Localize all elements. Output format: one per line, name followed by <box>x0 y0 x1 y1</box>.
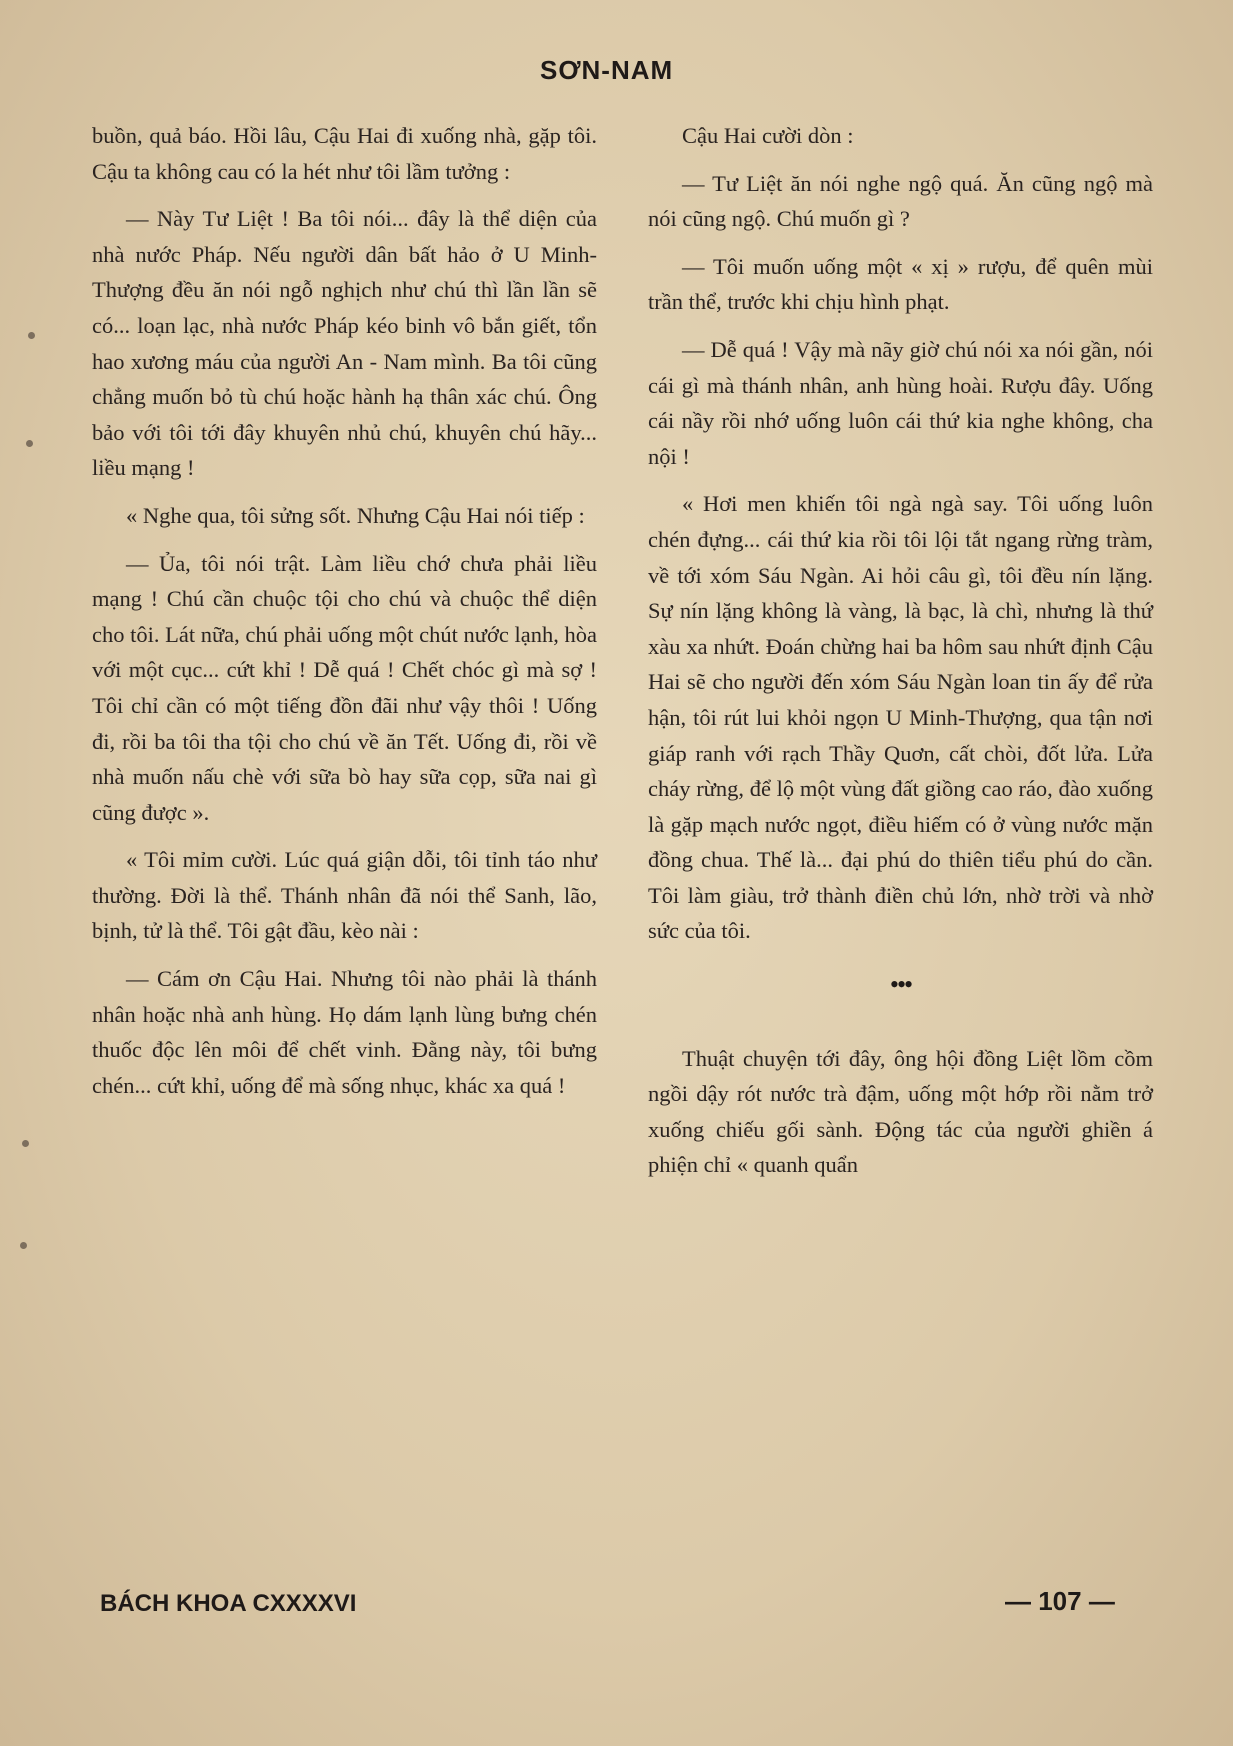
margin-mark <box>26 440 33 447</box>
running-header-author: SƠN-NAM <box>540 55 674 85</box>
paragraph: Thuật chuyện tới đây, ông hội đồng Liệt lồm cồm ngồi dậy rót nước trà đậm, uống một hớp rồi nằm trở xuống chiếu gối sành. Động tác của người ghiền á phiện chỉ « quanh quẩn <box>648 1045 1153 1178</box>
paragraph: « Nghe qua, tôi sửng sốt. Nhưng Cậu Hai nói tiếp : <box>126 502 585 528</box>
paragraph: — Này Tư Liệt ! Ba tôi nói... đây là thể diện của nhà nước Pháp. Nếu người dân bất hảo ở U Minh-Thượng đều ăn nói ngỗ nghịch như chú thì lần lần sẽ có... loạn lạc, nhà nước Pháp kéo binh vô bắn giết, tổn hao xương máu của người An - Nam mình. Ba tôi cũng chẳng muốn bỏ tù chú hoặc hành hạ thân xác chú. Ông bảo với tôi tới đây khuyên nhủ chú, khuyên chú hãy... liều mạng ! <box>92 206 597 481</box>
right-column <box>648 118 1153 1195</box>
paragraph: « Hơi men khiến tôi ngà ngà say. Tôi uống luôn chén đựng... cái thứ kia rồi tôi lội tắt ngang rừng tràm, về tới xóm Sáu Ngàn. Ai hỏi câu gì, tôi đều nín lặng. Sự nín lặng không là vàng, là bạc, là chì, nhưng là thứ xàu xa nhứt. Đoán chừng hai ba hôm sau nhứt định Cậu Hai sẽ cho người đến xóm Sáu Ngàn loan tin ấy để rửa hận, tôi rút lui khỏi ngọn U Minh-Thượng, qua tận nơi giáp ranh với rạch Thầy Quơn, cất chòi, đốt lửa. Lửa cháy rừng, để lộ một vùng đất giồng cao ráo, đào xuống là gặp mạch nước ngọt, điều hiếm có ở vùng nước mặn đồng chua. Thế là... đại phú do thiên tiểu phú do cần. Tôi làm giàu, trở thành điền chủ lớn, nhờ trời và nhờ sức của tôi. <box>648 491 1153 944</box>
paragraph: Cậu Hai cười dòn : <box>682 123 854 148</box>
paragraph: — Tư Liệt ăn nói nghe ngộ quá. Ăn cũng ngộ mà nói cũng ngộ. Chú muốn gì ? <box>648 170 1153 232</box>
footer-publication: BÁCH KHOA CXXXXVI <box>100 1590 357 1617</box>
paragraph: buồn, quả báo. Hồi lâu, Cậu Hai đi xuống nhà, gặp tôi. Cậu ta không cau có la hét như tôi lầm tưởng : <box>92 123 597 184</box>
paragraph: — Cám ơn Cậu Hai. Nhưng tôi nào phải là thánh nhân hoặc nhà anh hùng. Họ dám lạnh lùng bưng chén thuốc độc lên môi để chết vinh. Đằng này, tôi bưng chén... cứt khỉ, uống để mà sống nhục, khác xa quá ! <box>92 966 597 1098</box>
paragraph: — Ủa, tôi nói trật. Làm liều chớ chưa phải liều mạng ! Chú cần chuộc tội cho chú và chuộc thể diện cho tôi. Lát nữa, chú phải uống một chút nước lạnh, hòa với một cục... cứt khỉ ! Dễ quá ! Chết chóc gì mà sợ ! Tôi chỉ cần có một tiếng đồn đãi như vậy thôi ! Uống đi, rồi ba tôi tha tội cho chú về ăn Tết. Uống đi, rồi về nhà muốn nấu chè với sữa bò hay sữa cọp, sữa nai gì cũng được ». <box>92 550 597 825</box>
margin-mark <box>28 332 35 339</box>
margin-mark <box>22 1140 29 1147</box>
paragraph: « Tôi mỉm cười. Lúc quá giận dỗi, tôi tỉnh táo như thường. Đời là thể. Thánh nhân đã nói thể Sanh, lão, bịnh, tử là thể. Tôi gật đầu, kèo nài : <box>92 847 597 944</box>
paragraph: — Tôi muốn uống một « xị » rượu, để quên mùi trần thể, trước khi chịu hình phạt. <box>648 253 1153 315</box>
paragraph: — Dễ quá ! Vậy mà nãy giờ chú nói xa nói gần, nói cái gì mà thánh nhân, anh hùng hoài. Rượu đây. Uống cái nầy rồi nhớ uống luôn cái thứ kia nghe không, cha nội ! <box>648 336 1153 469</box>
margin-mark <box>20 1242 27 1249</box>
page-number: — 107 — <box>1005 1586 1115 1616</box>
section-ornament: ••• <box>889 970 912 1000</box>
left-column <box>92 118 597 1115</box>
